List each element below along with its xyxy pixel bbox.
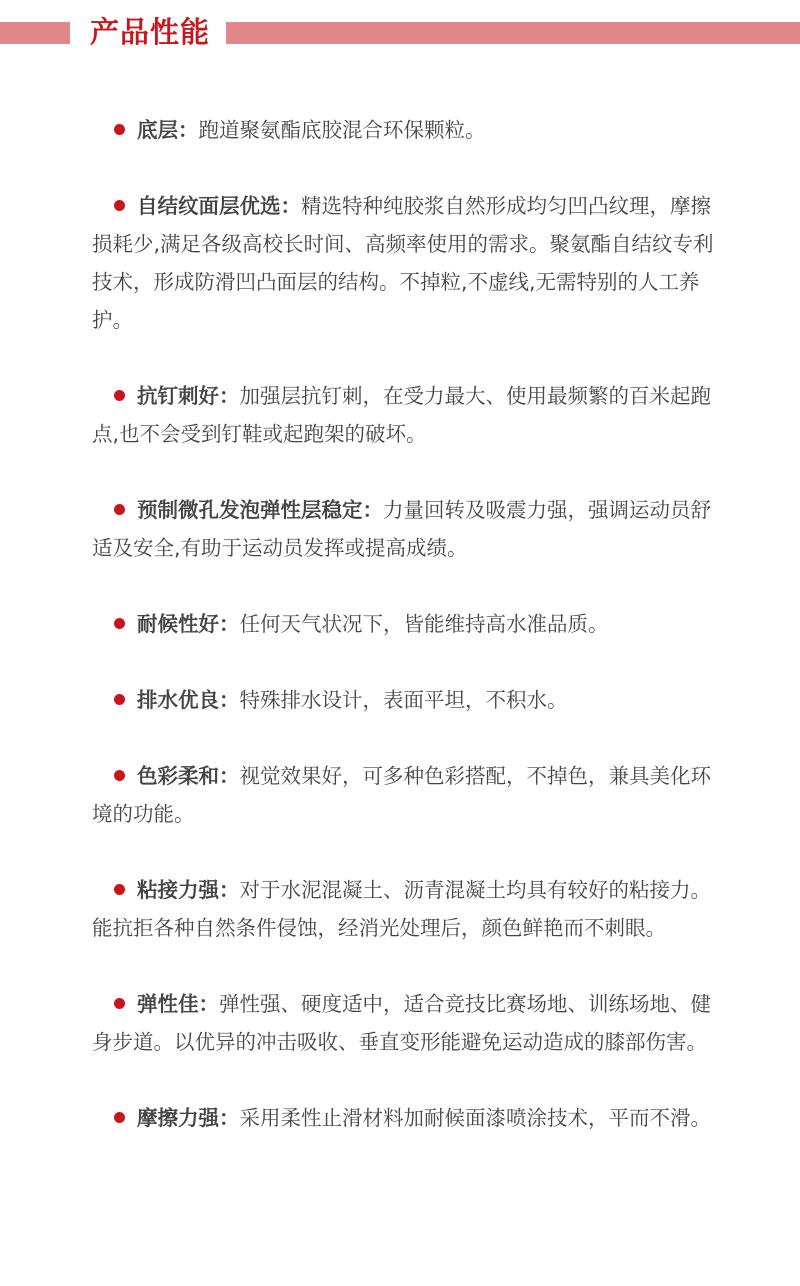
feature-description: 视觉效果好，可多种色彩搭配，不掉色，兼具美化环境的功能。 xyxy=(92,764,711,826)
feature-item xyxy=(92,681,714,719)
header-bar-right xyxy=(226,22,800,44)
feature-description: 弹性强、硬度适中，适合竞技比赛场地、训练场地、健身步道。以优异的冲击吸收、垂直变形能避免运动造成的膝部伤害。 xyxy=(92,992,711,1054)
header-bar-left xyxy=(0,22,70,44)
feature-item xyxy=(92,187,714,339)
feature-description: 加强层抗钉刺，在受力最大、使用最频繁的百米起跑点,也不会受到钉鞋或起跑架的破坏。 xyxy=(92,384,711,446)
feature-item xyxy=(92,491,714,567)
bullet-dot-icon xyxy=(114,1112,125,1123)
feature-label: 底层： xyxy=(137,118,199,142)
bullet-dot-icon xyxy=(114,694,125,705)
feature-item xyxy=(92,1099,714,1137)
feature-label: 耐候性好： xyxy=(137,612,240,636)
feature-item xyxy=(92,377,714,453)
bullet-dot-icon xyxy=(114,998,125,1009)
feature-description: 跑道聚氨酯底胶混合环保颗粒。 xyxy=(198,118,486,142)
feature-description: 特殊排水设计，表面平坦，不积水。 xyxy=(239,688,568,712)
bullet-dot-icon xyxy=(114,504,125,515)
bullet-dot-icon xyxy=(114,884,125,895)
feature-list xyxy=(92,111,714,1175)
feature-item xyxy=(92,985,714,1061)
feature-label: 排水优良： xyxy=(137,688,240,712)
feature-description: 任何天气状况下，皆能维持高水准品质。 xyxy=(239,612,609,636)
feature-item xyxy=(92,605,714,643)
feature-label: 摩擦力强： xyxy=(137,1106,240,1130)
feature-description: 精选特种纯胶浆自然形成均匀凹凸纹理，摩擦损耗少,满足各级高校长时间、高频率使用的需求。聚氨酯自结纹专利技术，形成防滑凹凸面层的结构。不掉粒,不虚线,无需特别的人工养护。 xyxy=(92,194,714,332)
feature-description: 对于水泥混凝土、沥青混凝土均具有较好的粘接力。能抗拒各种自然条件侵蚀，经消光处理后，颜色鲜艳而不刺眼。 xyxy=(92,878,711,940)
feature-label: 自结纹面层优选： xyxy=(137,194,301,218)
feature-label: 抗钉刺好： xyxy=(137,384,240,408)
feature-item xyxy=(92,757,714,833)
feature-item xyxy=(92,871,714,947)
section-header xyxy=(0,0,800,60)
feature-item xyxy=(92,111,714,149)
bullet-dot-icon xyxy=(114,124,125,135)
section-title: 产品性能 xyxy=(90,15,211,49)
feature-label: 色彩柔和： xyxy=(137,764,240,788)
feature-description: 采用柔性止滑材料加耐候面漆喷涂技术，平而不滑。 xyxy=(239,1106,711,1130)
bullet-dot-icon xyxy=(114,770,125,781)
feature-label: 弹性佳： xyxy=(137,992,219,1016)
feature-label: 粘接力强： xyxy=(137,878,240,902)
feature-description: 力量回转及吸震力强，强调运动员舒适及安全,有助于运动员发挥或提高成绩。 xyxy=(92,498,711,560)
feature-label: 预制微孔发泡弹性层稳定： xyxy=(137,498,383,522)
bullet-dot-icon xyxy=(114,200,125,211)
bullet-dot-icon xyxy=(114,390,125,401)
bullet-dot-icon xyxy=(114,618,125,629)
